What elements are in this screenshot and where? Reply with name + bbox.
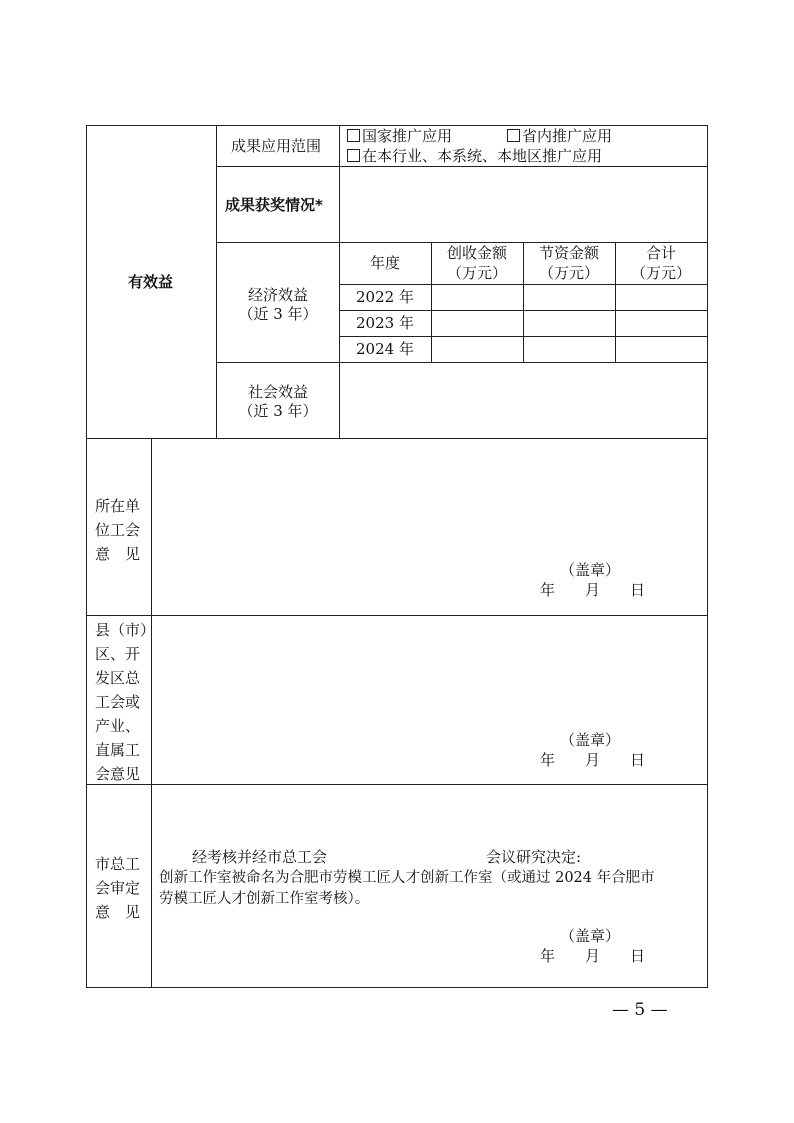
econ-row-year-2024: 2024 年	[356, 340, 414, 358]
city-union-label-1: 市总工	[95, 855, 141, 873]
scope-option-province[interactable]	[507, 126, 612, 146]
unit-union-opinion-area[interactable]	[152, 439, 707, 549]
city-union-seal: （盖章）	[560, 927, 621, 945]
table-left-border	[86, 125, 87, 988]
scope-option-national[interactable]	[347, 126, 452, 146]
unit-union-date: 年 月 日	[540, 581, 646, 599]
checkbox-province[interactable]	[507, 129, 520, 142]
awards-input-area[interactable]	[340, 167, 707, 242]
econ-cell-savings-2023[interactable]	[524, 313, 614, 333]
city-union-label-2: 会审定	[95, 879, 141, 897]
econ-cell-revenue-2022[interactable]	[432, 287, 522, 307]
county-union-label-1: 县（市）	[95, 621, 156, 639]
unit-union-label-2: 位工会	[95, 521, 141, 539]
unit-union-label-3: 意 见	[95, 545, 141, 563]
county-union-label-5: 产业、	[95, 717, 141, 735]
option-national-label: 国家推广应用	[362, 127, 453, 145]
city-decision-text-1a: 经考核并经市总工会	[192, 848, 328, 866]
econ-header-savings-1: 节资金额	[538, 244, 599, 262]
page-number: — 5 —	[612, 1000, 668, 1020]
econ-header-total-2: （万元）	[630, 264, 691, 282]
econ-header-revenue-2: （万元）	[446, 264, 507, 282]
econ-header-revenue-1: 创收金额	[446, 244, 507, 262]
city-union-date: 年 月 日	[540, 947, 646, 965]
checkbox-local[interactable]	[347, 149, 360, 162]
county-union-label-2: 区、开	[95, 645, 141, 663]
awards-label: 成果获奖情况*	[225, 196, 323, 214]
econ-header-savings-2: （万元）	[538, 264, 599, 282]
city-decision-text-2: 创新工作室被命名为合肥市劳模工匠人才创新工作室（或通过 2024 年合肥市	[159, 870, 655, 886]
option-province-label: 省内推广应用	[522, 127, 613, 145]
county-union-label-3: 发区总	[95, 669, 141, 687]
table-right-border	[707, 125, 708, 988]
social-label-line1: 社会效益	[247, 383, 308, 401]
econ-header-year: 年度	[369, 254, 400, 272]
econ-cell-total-2022[interactable]	[616, 287, 706, 307]
section-label-effectiveness: 有效益	[128, 273, 174, 291]
city-decision-blank-1[interactable]	[340, 847, 480, 867]
county-union-label-7: 会意见	[95, 765, 141, 783]
econ-cell-savings-2022[interactable]	[524, 287, 614, 307]
county-union-date: 年 月 日	[540, 751, 646, 769]
scope-label: 成果应用范围	[231, 137, 322, 155]
county-union-opinion-area[interactable]	[152, 616, 707, 726]
checkbox-national[interactable]	[347, 129, 360, 142]
county-union-label-6: 直属工	[95, 741, 141, 759]
econ-cell-revenue-2024[interactable]	[432, 339, 522, 359]
county-union-label-4: 工会或	[95, 693, 141, 711]
table-bottom-border	[86, 987, 708, 988]
city-decision-text-3: 劳模工匠人才创新工作室考核）。	[159, 891, 370, 907]
econ-row-year-2022: 2022 年	[356, 288, 414, 306]
city-union-label-3: 意 见	[95, 903, 141, 921]
option-local-label: 在本行业、本系统、本地区推广应用	[362, 147, 603, 165]
social-input-area[interactable]	[340, 363, 707, 438]
econ-header-total-1: 合计	[645, 244, 676, 262]
econ-cell-savings-2024[interactable]	[524, 339, 614, 359]
economic-label-line1: 经济效益	[247, 286, 308, 304]
unit-union-seal: （盖章）	[560, 561, 621, 579]
economic-label-line2: （近 3 年）	[238, 305, 318, 323]
econ-cell-total-2024[interactable]	[616, 339, 706, 359]
social-label-line2: （近 3 年）	[238, 402, 318, 420]
city-decision-text-1b: 会议研究决定:	[486, 848, 582, 866]
county-union-seal: （盖章）	[560, 731, 621, 749]
divider-county-city	[86, 784, 708, 785]
econ-cell-revenue-2023[interactable]	[432, 313, 522, 333]
econ-row-year-2023: 2023 年	[356, 314, 414, 332]
scope-option-local[interactable]	[347, 146, 602, 166]
econ-cell-total-2023[interactable]	[616, 313, 706, 333]
unit-union-label-1: 所在单	[95, 497, 141, 515]
